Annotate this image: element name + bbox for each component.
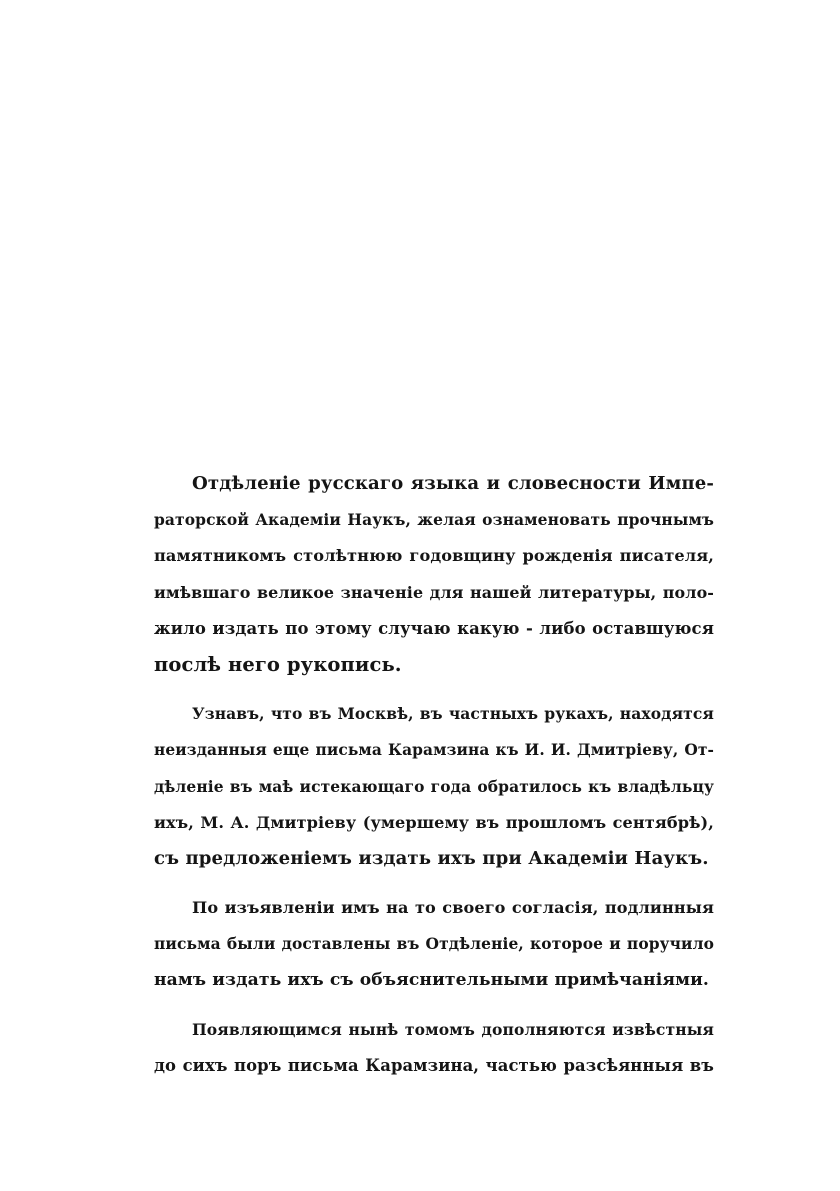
- paragraph-3: [154, 890, 714, 999]
- text-line: жило издать по этому случаю какую - либо оставшуюся: [154, 618, 714, 638]
- text-line: ихъ, М. А. Дмитріеву (умершему въ прошломъ сентябрѣ),: [154, 812, 714, 832]
- body-text: [154, 466, 714, 1097]
- text-line: письма были доставлены въ Отдѣленіе, которое и поручило: [154, 934, 714, 954]
- text-line: дѣленіе въ маѣ истекающаго года обратилось къ владѣльцу: [154, 776, 714, 796]
- text-line: памятникомъ столѣтнюю годовщину рожденія писателя,: [154, 546, 714, 566]
- paragraph-4: [154, 1012, 714, 1084]
- paragraph-1: [154, 466, 714, 683]
- text-line: Отдѣленіе русскаго языка и словесности Импе-: [192, 473, 714, 494]
- text-line: Появляющимся нынѣ томомъ дополняются извѣстныя: [192, 1019, 714, 1039]
- text-line: съ предложеніемъ издать ихъ при Академіи Наукъ.: [154, 847, 709, 869]
- text-line: до сихъ поръ письма Карамзина, частью разсѣянныя въ: [154, 1055, 714, 1075]
- text-line: раторской Академіи Наукъ, желая ознаменовать прочнымъ: [154, 510, 714, 530]
- text-line: намъ издать ихъ съ объяснительными примѣчаніями.: [154, 970, 710, 991]
- text-line: послѣ него рукопись.: [154, 652, 402, 676]
- text-line: неизданныя еще письма Карамзина къ И. И. Дмитріеву, От-: [154, 741, 714, 760]
- text-line: По изъявленіи имъ на то своего согласія, подлинныя: [192, 898, 714, 918]
- text-line: Узнавъ, что въ Москвѣ, въ частныхъ рукахъ, находятся: [192, 704, 714, 724]
- paragraph-2: [154, 696, 714, 877]
- text-line: имѣвшаго великое значеніе для нашей литературы, поло-: [154, 582, 714, 602]
